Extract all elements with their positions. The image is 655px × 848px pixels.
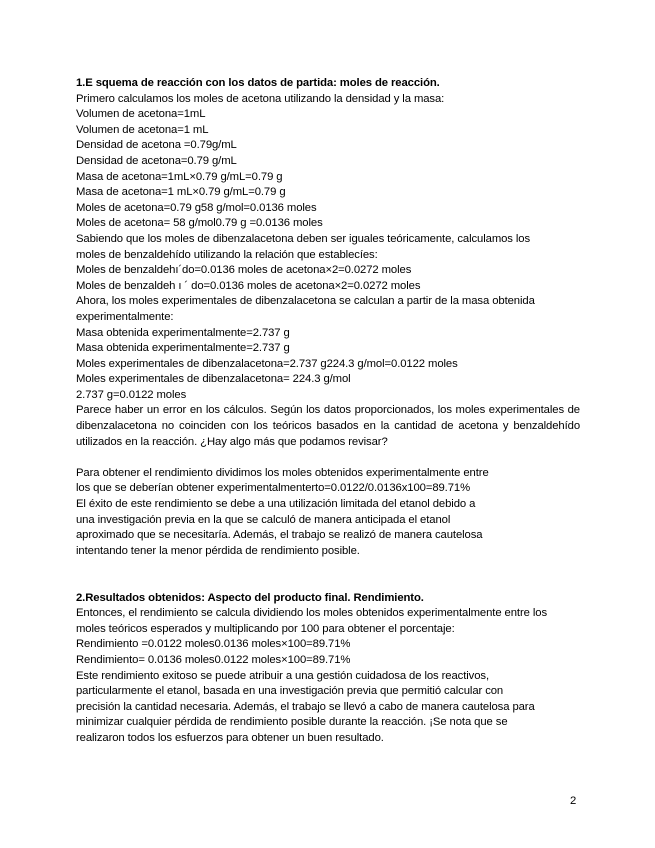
paragraph-line: Moles de benzaldeh ı ´ do=0.0136 moles de acetona×2=0.0272 moles xyxy=(76,279,421,292)
paragraph-line: Moles experimentales de dibenzalacetona= 224.3 g/mol xyxy=(76,373,351,386)
blank-line xyxy=(76,450,580,466)
results-line: minimizar cualquier pérdida de rendimiento posible durante la reacción. ¡Se nota que se xyxy=(76,716,508,729)
paragraph-line: moles de benzaldehído utilizando la relación que establecíes: xyxy=(76,248,378,261)
paragraph-line: 2.737 g=0.0122 moles xyxy=(76,388,187,401)
results-line: realizaron todos los esfuerzos para obtener un buen resultado. xyxy=(76,731,384,744)
yield-line: Para obtener el rendimiento dividimos los moles obtenidos experimentalmente entre xyxy=(76,466,489,479)
yield-line: aproximado que se necesitaría. Además, el trabajo se realizó de manera cautelosa xyxy=(76,529,483,542)
paragraph-line: Masa obtenida experimentalmente=2.737 g xyxy=(76,326,290,339)
paragraph-line: Densidad de acetona=0.79 g/mL xyxy=(76,154,237,167)
paragraph-line: Masa de acetona=1 mL×0.79 g/mL=0.79 g xyxy=(76,186,286,199)
yield-line: intentando tener la menor pérdida de rendimiento posible. xyxy=(76,544,360,557)
results-line: precisión la cantidad necesaria. Además, el trabajo se llevó a cabo de manera cautelosa para xyxy=(76,700,535,713)
error-paragraph: Parece haber un error en los cálculos. Según los datos proporcionados, los moles experimentales de dibenzalacetona no coinciden con los teóricos basados en la cantidad de acetona y benzaldehído utilizados en la reacción. ¿Hay algo más que podamos revisar? xyxy=(76,404,580,448)
paragraph-line: Masa de acetona=1mL×0.79 g/mL=0.79 g xyxy=(76,170,283,183)
paragraph-line: Sabiendo que los moles de dibenzalacetona deben ser iguales teóricamente, calculamos los xyxy=(76,232,531,245)
paragraph-line: Densidad de acetona =0.79g/mL xyxy=(76,139,237,152)
yield-line: los que se deberían obtener experimentalmenterto=0.0122/0.0136x100=89.71% xyxy=(76,482,471,495)
results-line: Rendimiento =0.0122 moles0.0136 moles×100=89.71% xyxy=(76,638,351,651)
results-line: Entonces, el rendimiento se calcula dividiendo los moles obtenidos experimentalmente entre los xyxy=(76,607,547,620)
blank-line xyxy=(76,575,580,591)
results-line: Este rendimiento exitoso se puede atribuir a una gestión cuidadosa de los reactivos, xyxy=(76,669,489,682)
results-line: Rendimiento= 0.0136 moles0.0122 moles×100=89.71% xyxy=(76,653,351,666)
paragraph-line: Moles de acetona= 58 g/mol0.79 g =0.0136 moles xyxy=(76,217,323,230)
yield-line: El éxito de este rendimiento se debe a una utilización limitada del etanol debido a xyxy=(76,498,476,511)
paragraph-line: Primero calculamos los moles de acetona utilizando la densidad y la masa: xyxy=(76,92,445,105)
section-1-heading: 1.E squema de reacción con los datos de partida: moles de reacción. xyxy=(76,77,440,89)
paragraph-line: Ahora, los moles experimentales de dibenzalacetona se calculan a partir de la masa obtenida xyxy=(76,295,535,308)
page-content xyxy=(76,76,580,747)
paragraph-line: experimentalmente: xyxy=(76,310,174,323)
paragraph-line: Moles experimentales de dibenzalacetona=2.737 g224.3 g/mol=0.0122 moles xyxy=(76,357,458,370)
results-line: particularmente el etanol, basada en una investigación previa que permitió calcular con xyxy=(76,685,504,698)
paragraph-line: Moles de acetona=0.79 g58 g/mol=0.0136 moles xyxy=(76,201,317,214)
paragraph-line: Moles de benzaldehı´do=0.0136 moles de acetona×2=0.0272 moles xyxy=(76,264,412,277)
section-2-heading: 2.Resultados obtenidos: Aspecto del producto final. Rendimiento. xyxy=(76,591,424,604)
page-number: 2 xyxy=(570,795,577,807)
paragraph-line: Masa obtenida experimentalmente=2.737 g xyxy=(76,342,290,355)
blank-line xyxy=(76,559,580,575)
paragraph-line: Volumen de acetona=1 mL xyxy=(76,123,209,136)
results-line: moles teóricos esperados y multiplicando por 100 para obtener el porcentaje: xyxy=(76,622,455,635)
yield-line: una investigación previa en la que se calculó de manera anticipada el etanol xyxy=(76,513,451,526)
paragraph-line: Volumen de acetona=1mL xyxy=(76,108,206,121)
